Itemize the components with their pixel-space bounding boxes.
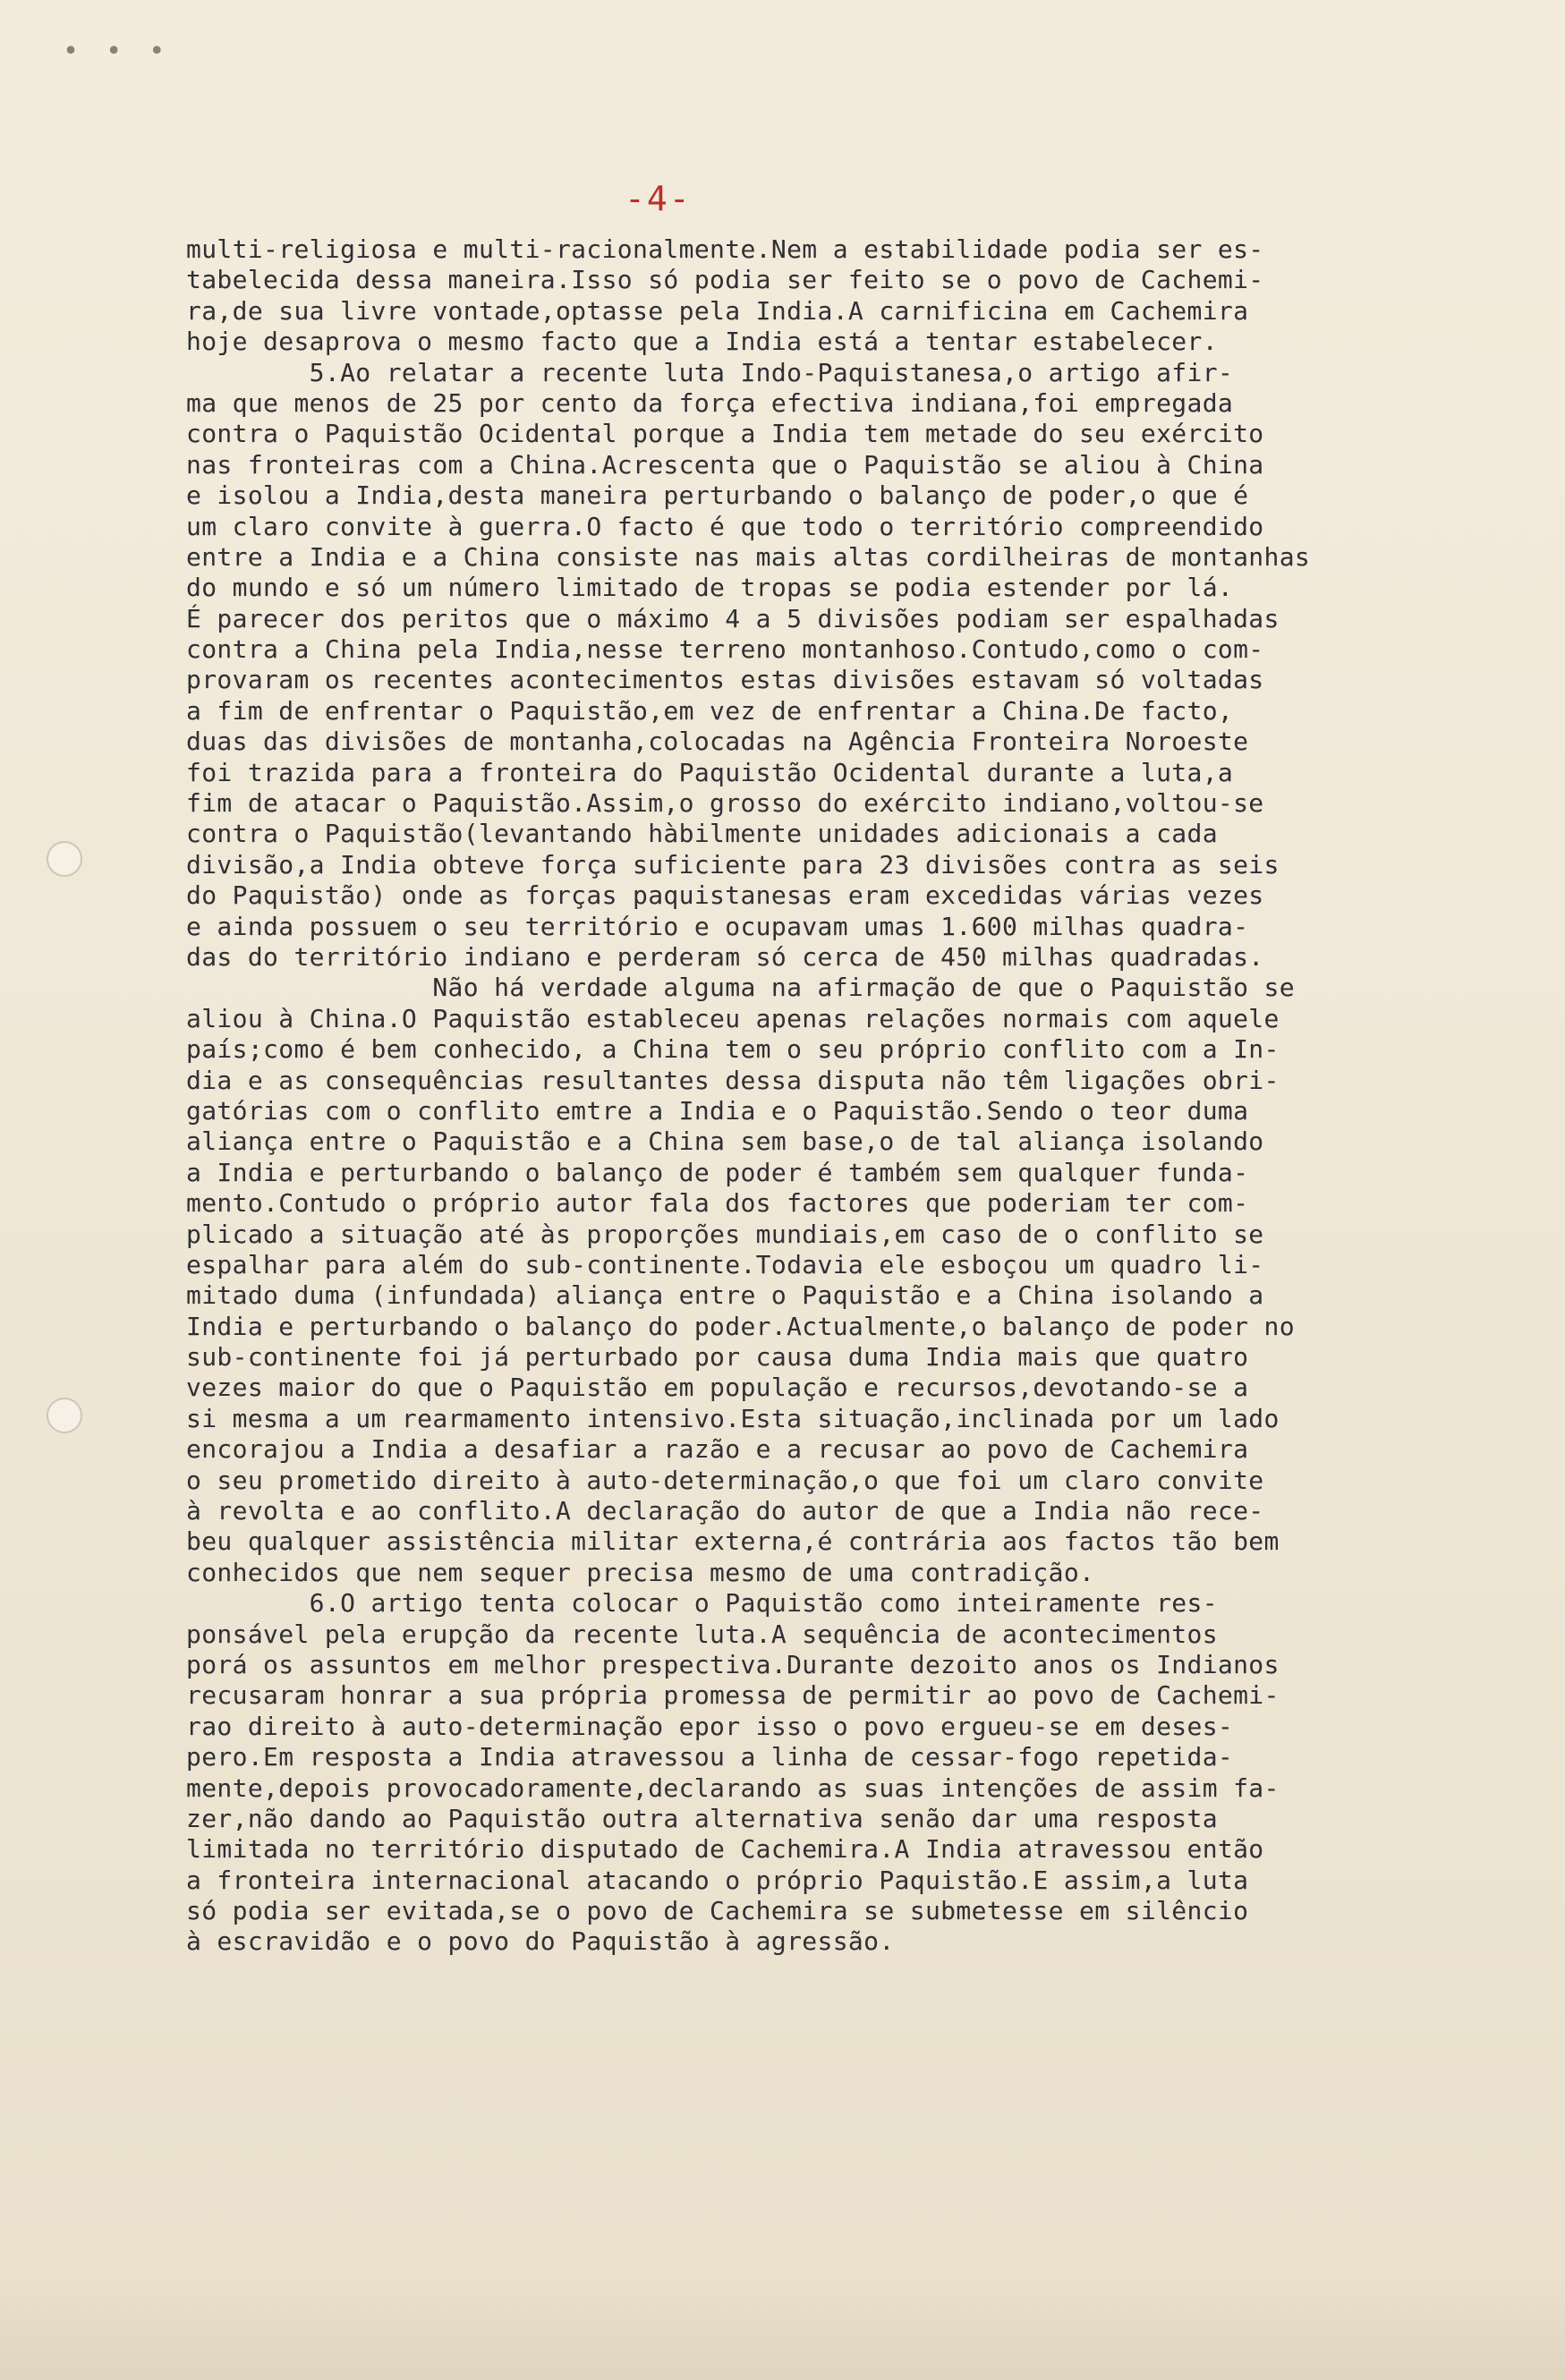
- text-line: provaram os recentes acontecimentos estas divisões estavam só voltadas: [186, 665, 1264, 695]
- text-line: ra,de sua livre vontade,optasse pela India.A carnificina em Cachemira: [186, 295, 1249, 326]
- text-line: pero.Em resposta a India atravessou a linha de cessar-fogo repetida-: [186, 1742, 1234, 1772]
- text-line: É parecer dos peritos que o máximo 4 a 5 divisões podiam ser espalhadas: [186, 603, 1280, 633]
- text-line: contra o Paquistão Ocidental porque a India tem metade do seu exército: [186, 419, 1264, 449]
- text-line: mitado duma (infundada) aliança entre o Paquistão e a China isolando a: [186, 1280, 1264, 1311]
- text-line: a India e perturbando o balanço de poder é também sem qualquer funda-: [186, 1157, 1249, 1187]
- text-line: duas das divisões de montanha,colocadas na Agência Fronteira Noroeste: [186, 727, 1249, 757]
- text-line: beu qualquer assistência militar externa,é contrária aos factos tão bem: [186, 1526, 1280, 1557]
- text-line: zer,não dando ao Paquistão outra alternativa senão dar uma resposta: [186, 1803, 1218, 1833]
- text-line: só podia ser evitada,se o povo de Cachemira se submetesse em silêncio: [186, 1896, 1249, 1926]
- text-line: o seu prometido direito à auto-determinação,o que foi um claro convite: [186, 1465, 1264, 1495]
- text-line: à revolta e ao conflito.A declaração do autor de que a India não rece-: [186, 1496, 1264, 1526]
- text-line: dia e as consequências resultantes dessa disputa não têm ligações obri-: [186, 1065, 1280, 1095]
- text-line: hoje desaprova o mesmo facto que a India está a tentar estabelecer.: [186, 327, 1218, 357]
- text-line: vezes maior do que o Paquistão em população e recursos,devotando-se a: [186, 1373, 1249, 1403]
- text-line: 5.Ao relatar a recente luta Indo-Paquistanesa,o artigo afir-: [186, 357, 1234, 387]
- text-line: tabelecida dessa maneira.Isso só podia ser feito se o povo de Cachemi-: [186, 265, 1264, 295]
- text-line: entre a India e a China consiste nas mais altas cordilheiras de montanhas: [186, 541, 1311, 572]
- text-line: multi-religiosa e multi-racionalmente.Nem a estabilidade podia ser es-: [186, 234, 1264, 264]
- text-line: contra o Paquistão(levantando hàbilmente unidades adicionais a cada: [186, 819, 1218, 849]
- text-line: divisão,a India obteve força suficiente para 23 divisões contra as seis: [186, 849, 1280, 880]
- text-line: aliou à China.O Paquistão estableceu apenas relações normais com aquele: [186, 1003, 1280, 1033]
- text-line: mento.Contudo o próprio autor fala dos factores que poderiam ter com-: [186, 1188, 1249, 1219]
- text-line: mente,depois provocadoramente,declarando as suas intenções de assim fa-: [186, 1772, 1280, 1803]
- text-line: nas fronteiras com a China.Acrescenta que o Paquistão se aliou à China: [186, 449, 1264, 480]
- text-line: um claro convite à guerra.O facto é que todo o território compreendido: [186, 511, 1264, 541]
- page-number: -4-: [625, 179, 692, 218]
- text-line: ponsável pela erupção da recente luta.A sequência de acontecimentos: [186, 1619, 1218, 1649]
- text-line: si mesma a um rearmamento intensivo.Esta situação,inclinada por um lado: [186, 1403, 1280, 1433]
- text-line: a fronteira internacional atacando o próprio Paquistão.E assim,a luta: [186, 1865, 1249, 1895]
- text-line: do Paquistão) onde as forças paquistanesas eram excedidas várias vezes: [186, 880, 1264, 911]
- text-line: a fim de enfrentar o Paquistão,em vez de enfrentar a China.De facto,: [186, 695, 1234, 726]
- corner-ink-marks: • • •: [63, 36, 171, 67]
- text-line: porá os assuntos em melhor prespectiva.Durante dezoito anos os Indianos: [186, 1649, 1280, 1679]
- text-line: das do território indiano e perderam só cerca de 450 milhas quadradas.: [186, 941, 1264, 972]
- text-line: 6.O artigo tenta colocar o Paquistão como inteiramente res-: [186, 1588, 1218, 1619]
- text-line: e ainda possuem o seu território e ocupavam umas 1.600 milhas quadra-: [186, 911, 1249, 941]
- text-line: India e perturbando o balanço do poder.Actualmente,o balanço de poder no: [186, 1311, 1295, 1341]
- text-line: espalhar para além do sub-continente.Todavia ele esboçou um quadro li-: [186, 1249, 1264, 1279]
- text-line: foi trazida para a fronteira do Paquistão Ocidental durante a luta,a: [186, 757, 1234, 787]
- text-line: plicado a situação até às proporções mundiais,em caso de o conflito se: [186, 1219, 1264, 1249]
- text-line: gatórias com o conflito emtre a India e o Paquistão.Sendo o teor duma: [186, 1095, 1249, 1126]
- text-line: limitada no território disputado de Cachemira.A India atravessou então: [186, 1834, 1264, 1865]
- paper-wear: [0, 2282, 1565, 2380]
- text-line: à escravidão e o povo do Paquistão à agressão.: [186, 1926, 895, 1957]
- text-line: rao direito à auto-determinação epor isso o povo ergueu-se em deses-: [186, 1711, 1234, 1741]
- text-line: recusaram honrar a sua própria promessa de permitir ao povo de Cachemi-: [186, 1680, 1280, 1711]
- text-line: fim de atacar o Paquistão.Assim,o grosso do exército indiano,voltou-se: [186, 788, 1264, 819]
- text-line: do mundo e só um número limitado de tropas se podia estender por lá.: [186, 573, 1234, 603]
- text-line: país;como é bem conhecido, a China tem o seu próprio conflito com a In-: [186, 1034, 1280, 1065]
- text-line: aliança entre o Paquistão e a China sem base,o de tal aliança isolando: [186, 1126, 1264, 1157]
- text-line: e isolou a India,desta maneira perturbando o balanço de poder,o que é: [186, 480, 1249, 511]
- text-line: Não há verdade alguma na afirmação de que o Paquistão se: [186, 973, 1295, 1003]
- text-line: conhecidos que nem sequer precisa mesmo de uma contradição.: [186, 1557, 1095, 1587]
- text-line: encorajou a India a desafiar a razão e a recusar ao povo de Cachemira: [186, 1434, 1249, 1465]
- punch-hole: [47, 841, 82, 877]
- body-text: [186, 234, 1528, 1958]
- punch-hole: [47, 1398, 82, 1433]
- text-line: ma que menos de 25 por cento da força efectiva indiana,foi empregada: [186, 387, 1234, 418]
- text-line: sub-continente foi já perturbado por causa duma India mais que quatro: [186, 1342, 1249, 1373]
- text-line: contra a China pela India,nesse terreno montanhoso.Contudo,como o com-: [186, 634, 1264, 665]
